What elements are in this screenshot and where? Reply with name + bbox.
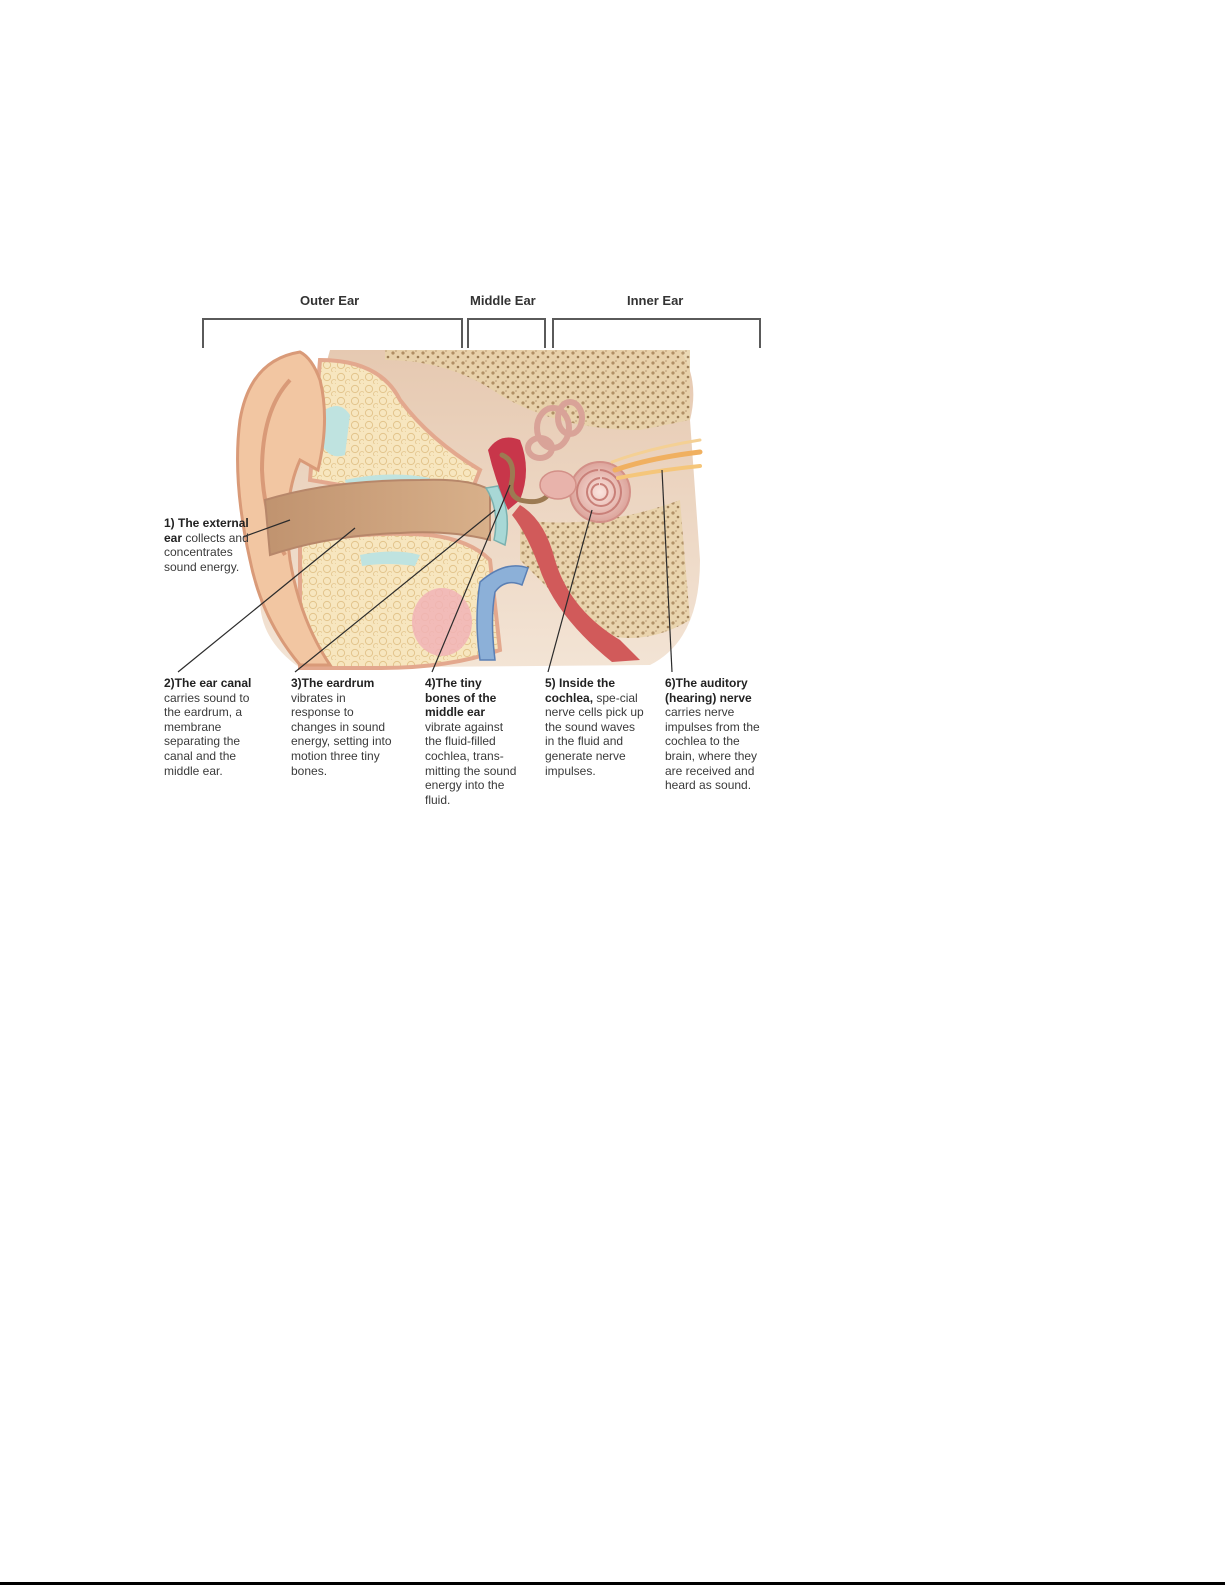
callout-auditory-nerve-text: carries nerve impulses from the cochlea to the brain, where they are received and heard as sound.: [665, 705, 760, 793]
inner-ear-label: Inner Ear: [627, 293, 684, 308]
cartilage-accent-3: [360, 552, 420, 567]
callout-tiny-bones: [425, 676, 520, 807]
callout-ear-canal-title: 2)The ear canal: [164, 676, 252, 690]
callout-cochlea: [545, 676, 645, 778]
callout-auditory-nerve: [665, 676, 773, 793]
outer-ear-label: Outer Ear: [300, 293, 360, 308]
callout-cochlea-title: 5) Inside the cochlea,: [545, 676, 616, 705]
callout-ear-canal: [164, 676, 259, 778]
vestibule: [540, 471, 576, 499]
callout-eardrum-title: 3)The eardrum: [291, 676, 375, 690]
middle-ear-label: Middle Ear: [470, 293, 536, 308]
callout-ear-canal-text: carries sound to the eardrum, a membrane separating the canal and the middle ear.: [164, 690, 250, 778]
callout-tiny-bones-title: 4)The tiny bones of the middle ear: [425, 676, 497, 720]
callout-external-ear-text: collects and concentrates sound energy.: [164, 530, 249, 574]
callout-external-ear: [164, 516, 254, 574]
callout-auditory-nerve-title: 6)The auditory (hearing) nerve: [665, 676, 752, 705]
callout-tiny-bones-text: vibrate against the fluid-filled cochlea, trans-mitting the sound energy into the fluid.: [425, 719, 517, 807]
cochlea: [570, 462, 630, 522]
callout-cochlea-text: spe-cial nerve cells pick up the sound waves in the fluid and generate nerve impulses.: [545, 690, 644, 778]
callout-eardrum-text: vibrates in response to changes in sound energy, setting into motion three tiny bones.: [291, 690, 392, 778]
callout-external-ear-title: 1) The external ear: [164, 516, 249, 545]
callout-eardrum: [291, 676, 393, 778]
